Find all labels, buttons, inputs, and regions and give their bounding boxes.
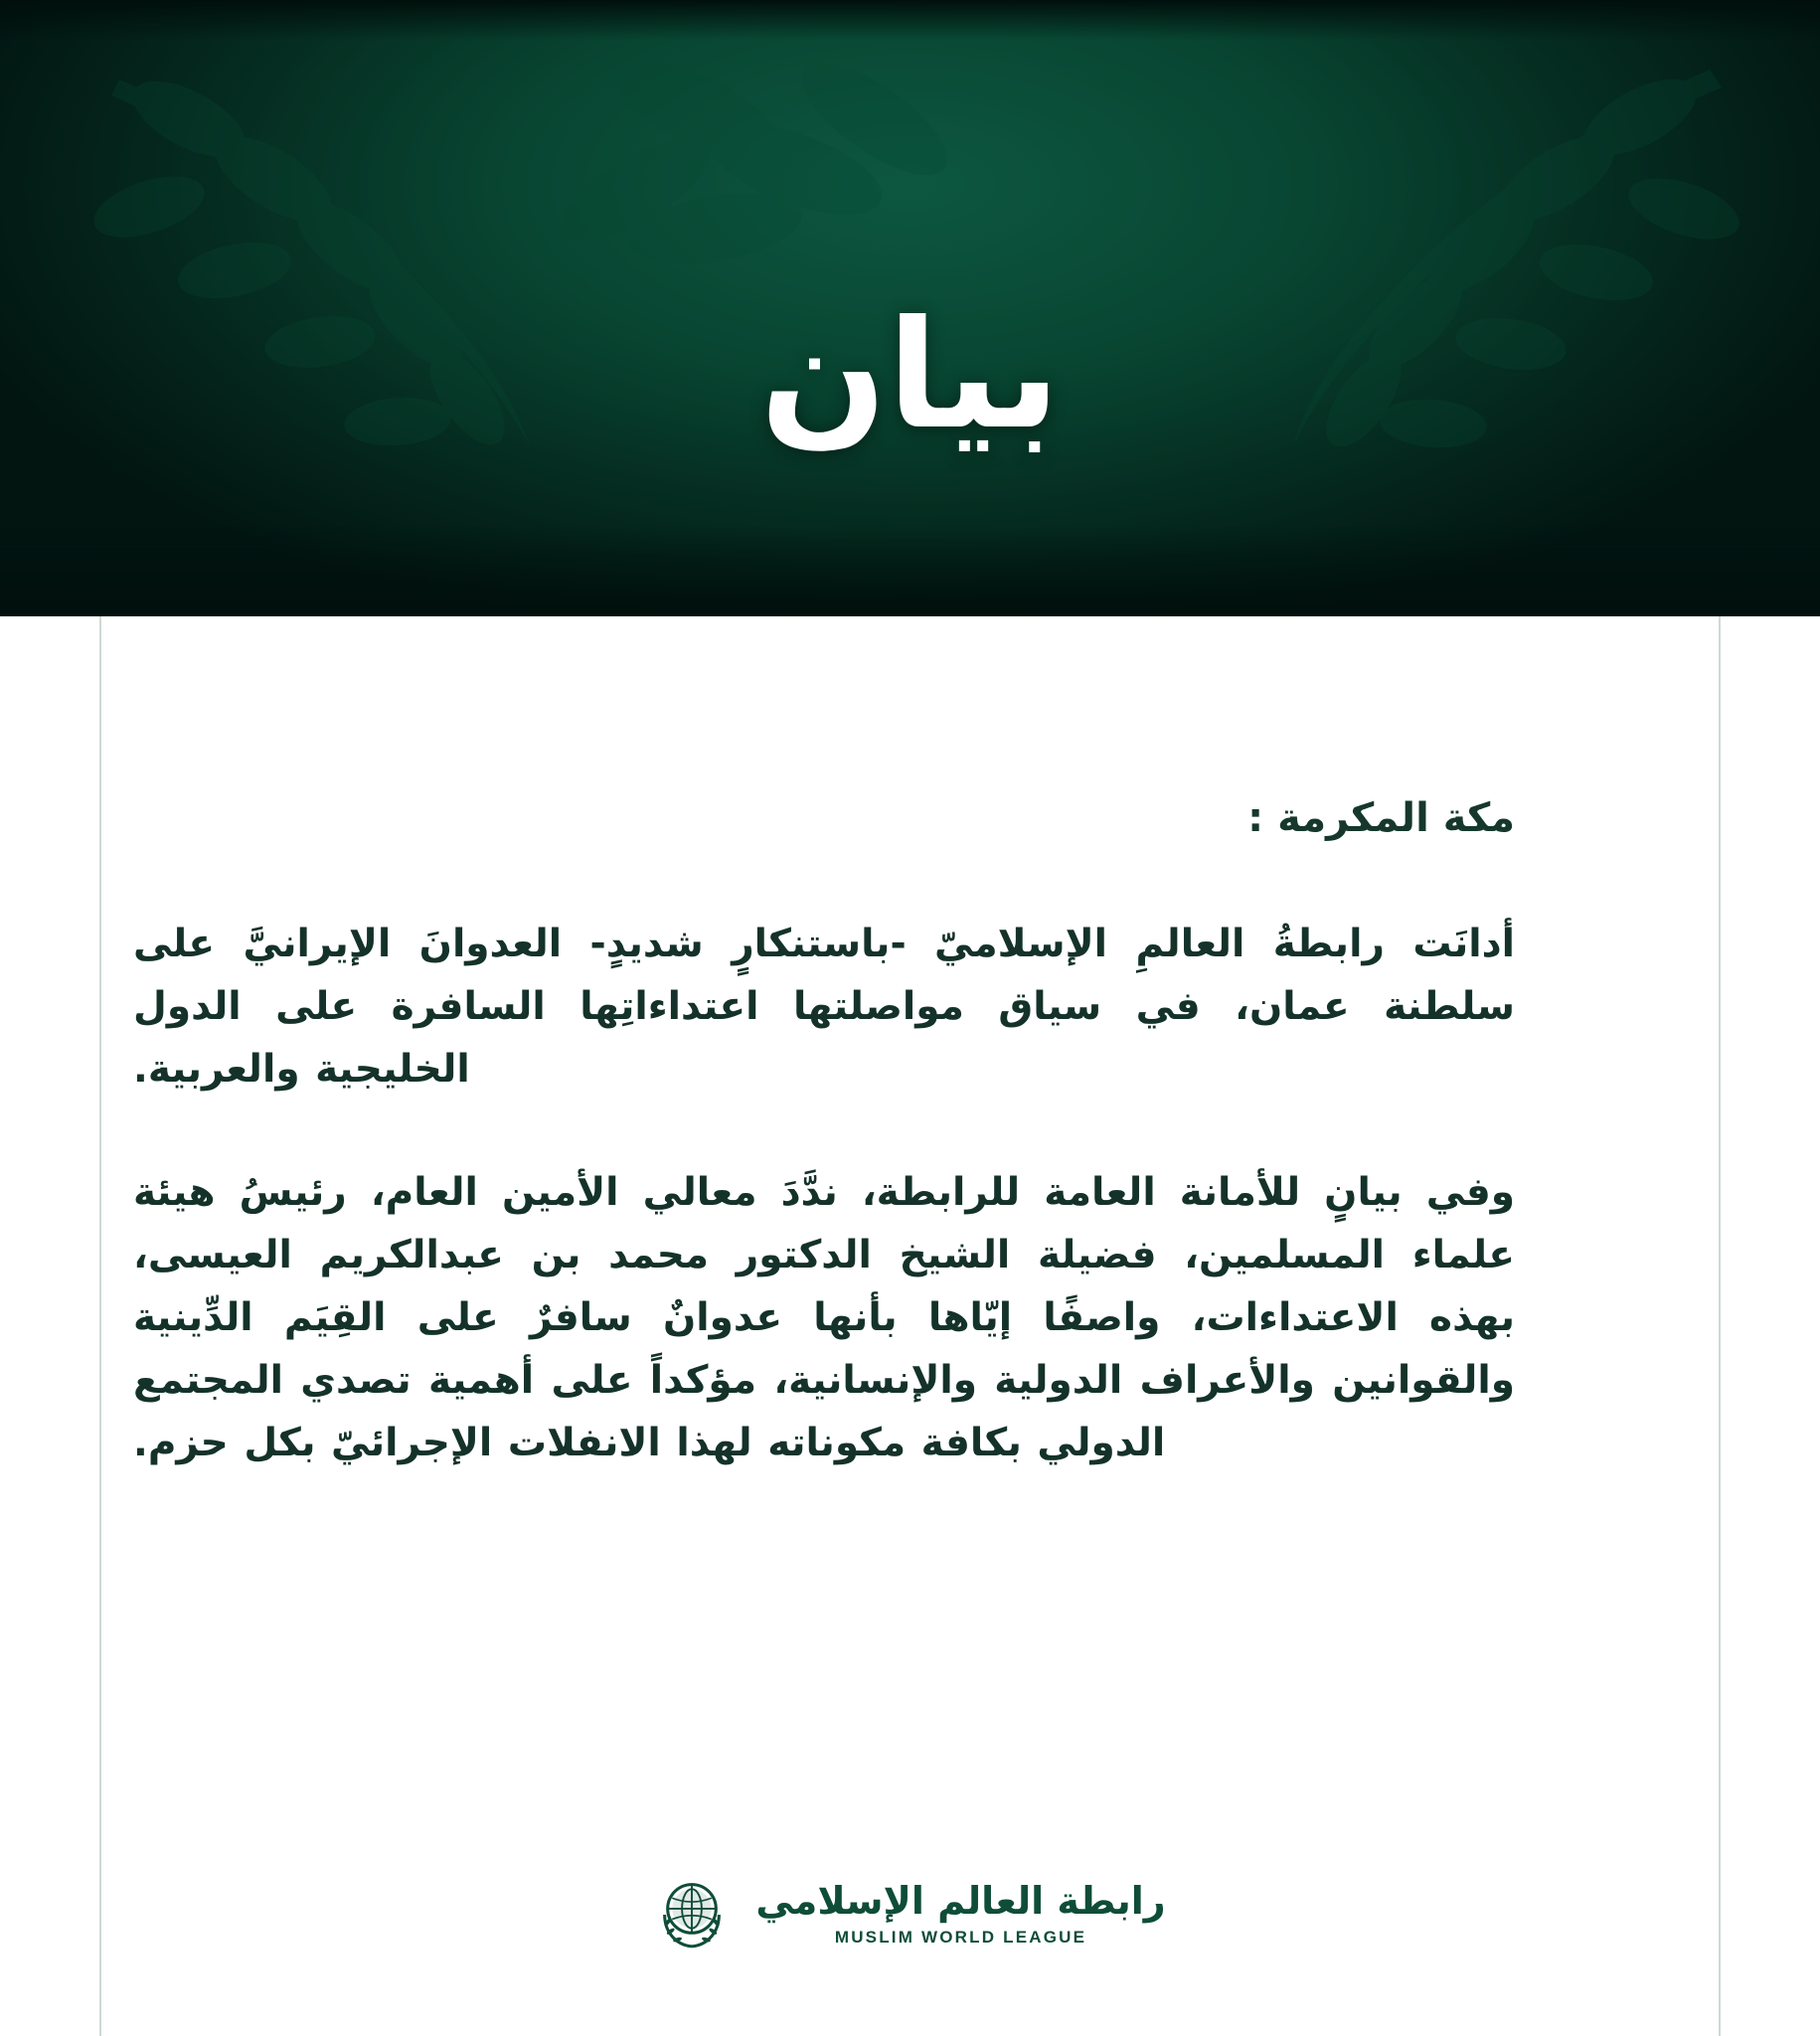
logo-wordmark bbox=[755, 1879, 1166, 1948]
logo-latin-text: MUSLIM WORLD LEAGUE bbox=[834, 1928, 1087, 1947]
dateline: مكة المكرمة : bbox=[1247, 795, 1515, 841]
hero-bottom-shadow bbox=[0, 527, 1820, 616]
footer-logo bbox=[101, 1875, 1719, 1954]
paragraph-2: وفي بيانٍ للأمانة العامة للرابطة، ندَّدَ معالي الأمين العام، رئيسُ هيئة علماء المسلمين، فضيلة الشيخ الدكتور محمد بن عبدالكريم العيسى، بهذه الاعتداءات، واصفًا إيّاها بأنها عدوانٌ سافرٌ على القِيَم الدِّينية والقوانين والأعراف الدولية والإنسانية، مؤكداً على أهمية تصدي المجتمع الدولي بكافة مكوناته لهذا الانفلات الإجرائيّ بكل حزم. bbox=[133, 1169, 1515, 1466]
page-title: بيان bbox=[759, 289, 1061, 462]
logo-arabic-text: رابطة العالم الإسلامي bbox=[755, 1879, 1166, 1923]
statement-body bbox=[133, 795, 1515, 1474]
hero-banner bbox=[0, 0, 1820, 616]
globe-wreath-emblem-icon bbox=[654, 1875, 730, 1954]
hero-top-shadow bbox=[0, 0, 1820, 40]
paragraph-1: أدانَت رابطةُ العالمِ الإسلاميّ -باستنكارٍ شديدٍ- العدوانَ الإيرانيَّ على سلطنة عمان، في سياق مواصلتها اعتداءاتِها السافرة على الدول الخليجية والعربية. bbox=[133, 922, 1515, 1093]
statement-card bbox=[99, 616, 1721, 2036]
